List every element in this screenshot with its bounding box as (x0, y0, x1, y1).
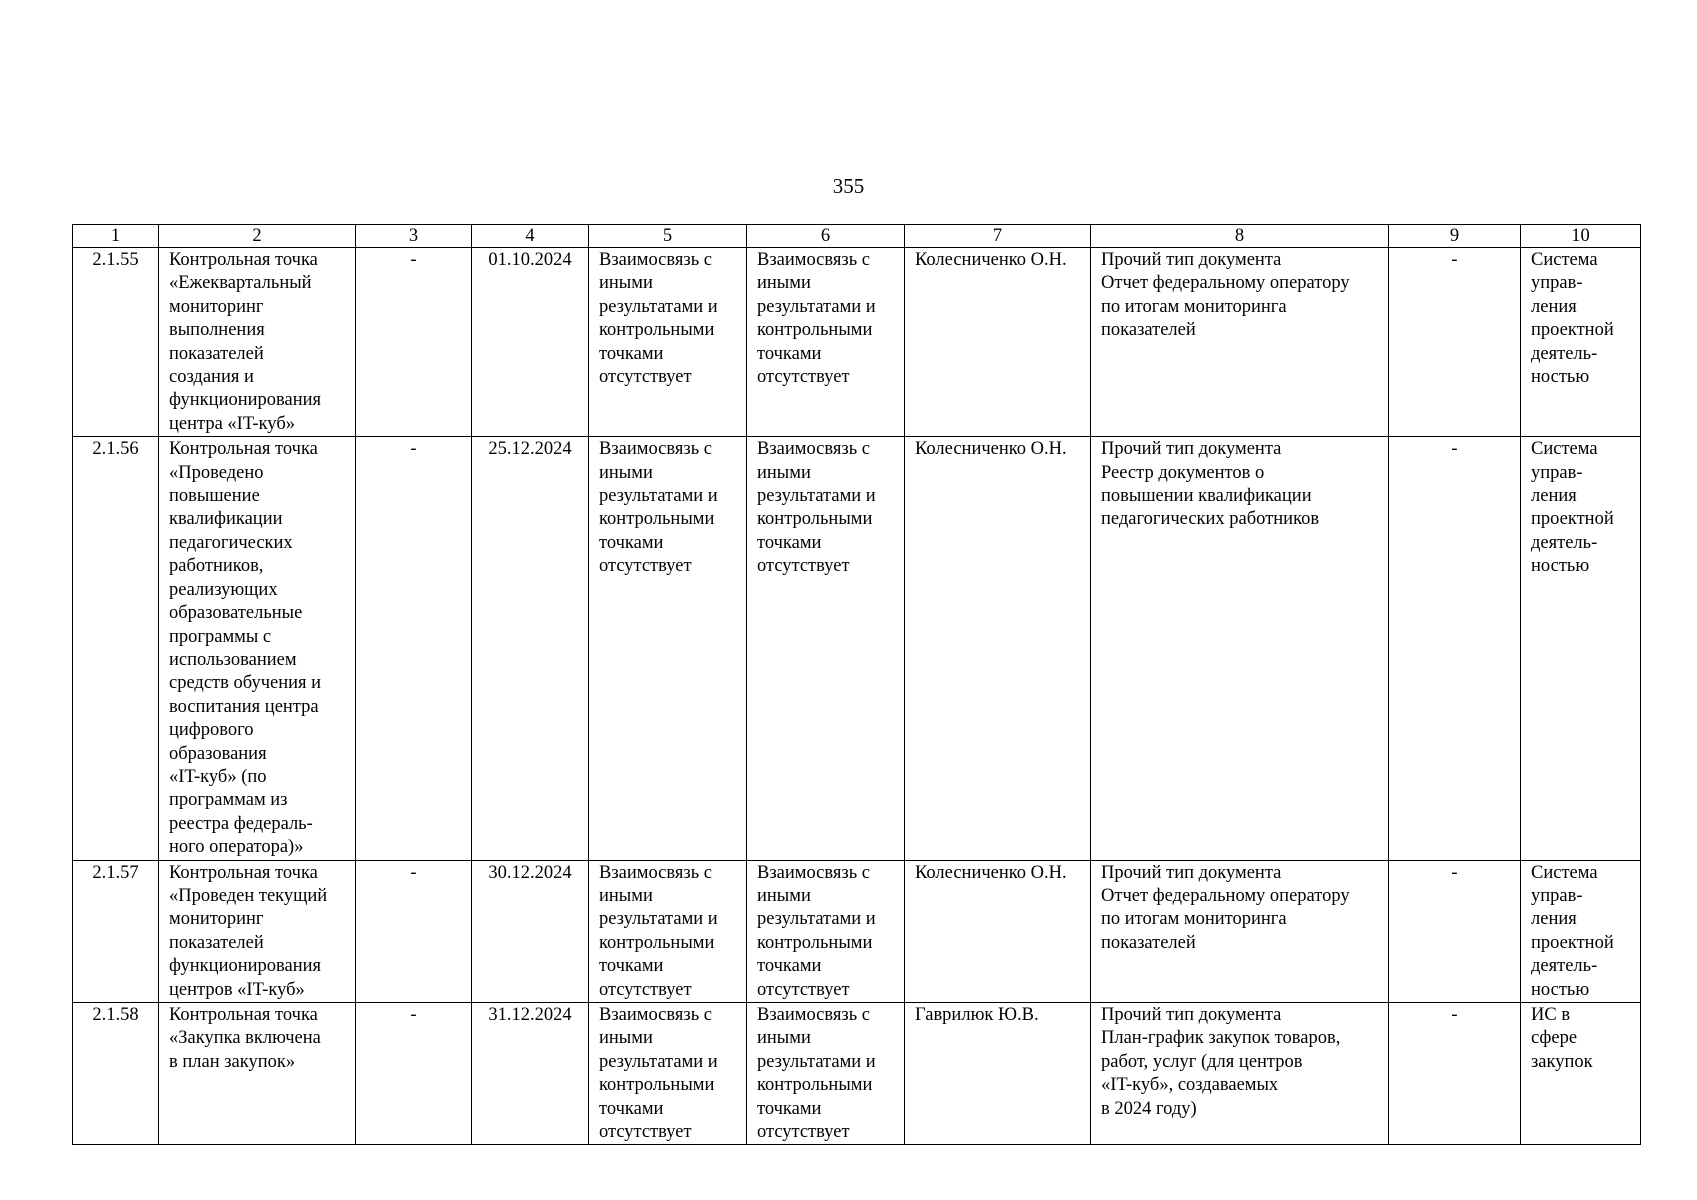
table-row (73, 248, 1641, 437)
column-header: 10 (1521, 225, 1641, 248)
column-3-value: - (356, 437, 472, 860)
control-points-table (72, 224, 1641, 1145)
row-number: 2.1.55 (73, 248, 159, 437)
column-header: 5 (589, 225, 747, 248)
relationship-col5: Взаимосвязь с иными результатами и контрольными точками отсутствует (589, 860, 747, 1002)
information-system: Система управ- ления проектной деятель- ностью (1521, 860, 1641, 1002)
information-system: Система управ- ления проектной деятель- ностью (1521, 437, 1641, 860)
due-date: 01.10.2024 (472, 248, 589, 437)
row-number: 2.1.57 (73, 860, 159, 1002)
column-9-value: - (1389, 860, 1521, 1002)
column-header: 3 (356, 225, 472, 248)
responsible-person: Колесниченко О.Н. (905, 860, 1091, 1002)
document-type: Прочий тип документа Отчет федеральному оператору по итогам мониторинга показателей (1091, 248, 1389, 437)
column-header: 7 (905, 225, 1091, 248)
relationship-col6: Взаимосвязь с иными результатами и контрольными точками отсутствует (747, 248, 905, 437)
document-type: Прочий тип документа План-график закупок товаров, работ, услуг (для центров «IT-куб», создаваемых в 2024 году) (1091, 1003, 1389, 1145)
control-point-name: Контрольная точка «Проведено повышение квалификации педагогических работников, реализующих образовательные программы с использованием средств обучения и воспитания центра цифрового образования «IT-куб» (по программам из реестра федераль- ного оператора)» (159, 437, 356, 860)
column-number-row (73, 225, 1641, 248)
document-type: Прочий тип документа Реестр документов о повышении квалификации педагогических работников (1091, 437, 1389, 860)
column-header: 8 (1091, 225, 1389, 248)
control-point-name: Контрольная точка «Ежеквартальный мониторинг выполнения показателей создания и функционирования центра «IT-куб» (159, 248, 356, 437)
column-9-value: - (1389, 437, 1521, 860)
due-date: 31.12.2024 (472, 1003, 589, 1145)
table-row (73, 1003, 1641, 1145)
responsible-person: Колесниченко О.Н. (905, 437, 1091, 860)
column-3-value: - (356, 1003, 472, 1145)
information-system: Система управ- ления проектной деятель- ностью (1521, 248, 1641, 437)
relationship-col5: Взаимосвязь с иными результатами и контрольными точками отсутствует (589, 437, 747, 860)
due-date: 30.12.2024 (472, 860, 589, 1002)
responsible-person: Гаврилюк Ю.В. (905, 1003, 1091, 1145)
column-3-value: - (356, 248, 472, 437)
relationship-col5: Взаимосвязь с иными результатами и контрольными точками отсутствует (589, 1003, 747, 1145)
responsible-person: Колесниченко О.Н. (905, 248, 1091, 437)
table-row (73, 860, 1641, 1002)
table-row (73, 437, 1641, 860)
due-date: 25.12.2024 (472, 437, 589, 860)
document-type: Прочий тип документа Отчет федеральному оператору по итогам мониторинга показателей (1091, 860, 1389, 1002)
column-9-value: - (1389, 248, 1521, 437)
column-header: 1 (73, 225, 159, 248)
column-header: 6 (747, 225, 905, 248)
relationship-col6: Взаимосвязь с иными результатами и контрольными точками отсутствует (747, 437, 905, 860)
control-point-name: Контрольная точка «Закупка включена в план закупок» (159, 1003, 356, 1145)
relationship-col5: Взаимосвязь с иными результатами и контрольными точками отсутствует (589, 248, 747, 437)
column-header: 4 (472, 225, 589, 248)
page-number: 355 (832, 174, 865, 198)
column-header: 9 (1389, 225, 1521, 248)
column-header: 2 (159, 225, 356, 248)
row-number: 2.1.56 (73, 437, 159, 860)
column-9-value: - (1389, 1003, 1521, 1145)
column-3-value: - (356, 860, 472, 1002)
relationship-col6: Взаимосвязь с иными результатами и контрольными точками отсутствует (747, 860, 905, 1002)
information-system: ИС в сфере закупок (1521, 1003, 1641, 1145)
control-point-name: Контрольная точка «Проведен текущий мониторинг показателей функционирования центров «IT-куб» (159, 860, 356, 1002)
row-number: 2.1.58 (73, 1003, 159, 1145)
relationship-col6: Взаимосвязь с иными результатами и контрольными точками отсутствует (747, 1003, 905, 1145)
